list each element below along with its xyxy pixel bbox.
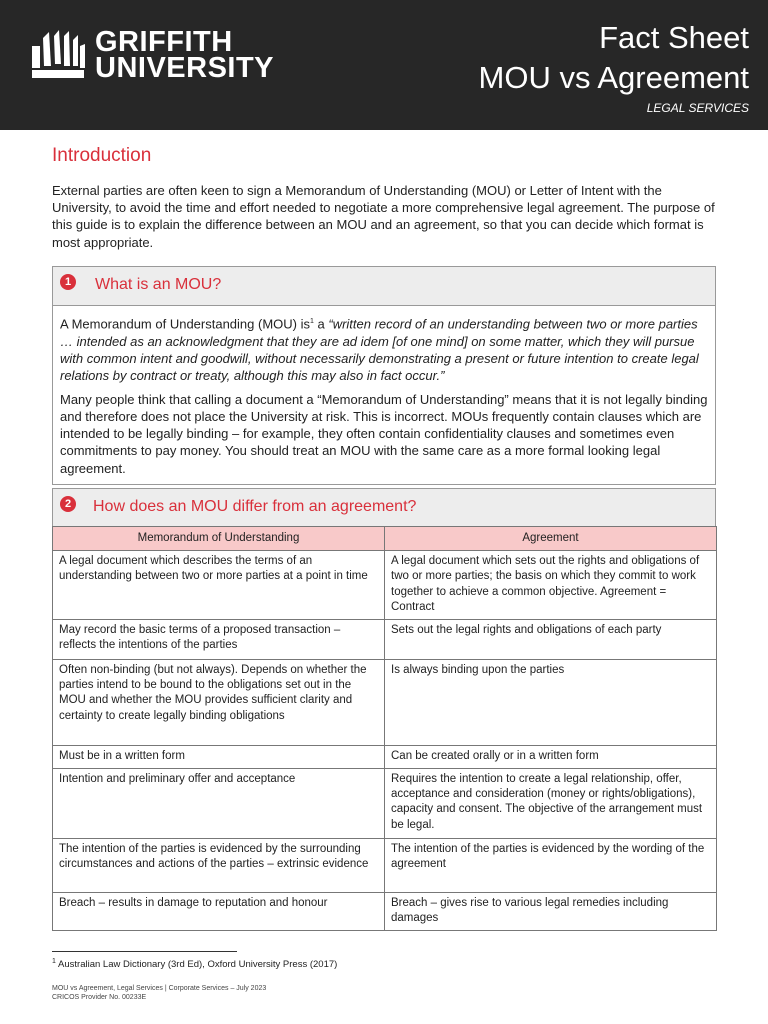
footer-cricos: CRICOS Provider No. 00233E — [52, 994, 147, 1001]
table-row — [53, 745, 717, 768]
logo-wordmark — [95, 26, 275, 84]
footnote — [52, 958, 337, 970]
table-row — [53, 838, 717, 892]
table-cell: Intention and preliminary offer and acceptance — [53, 768, 385, 838]
mou-definition-paragraph — [60, 313, 708, 385]
section-what-is-mou — [52, 266, 716, 485]
section-2-header — [52, 488, 716, 526]
definition-prefix: A Memorandum of Understanding (MOU) is — [60, 316, 310, 332]
table-cell: A legal document which sets out the rights and obligations of two or more parties; the basis on which they commit to work together to achieve a common objective. Agreement = Contract — [385, 551, 717, 620]
griffith-emblem-icon — [30, 30, 86, 80]
footnote-divider — [52, 951, 237, 952]
intro-heading: Introduction — [52, 145, 152, 166]
table-cell: Can be created orally or in a written form — [385, 745, 717, 768]
logo-line-2: UNIVERSITY — [95, 52, 275, 84]
table-header-row — [53, 527, 717, 551]
table-row — [53, 768, 717, 838]
table-cell: Breach – results in damage to reputation and honour — [53, 892, 385, 930]
column-header-agreement: Agreement — [385, 527, 717, 551]
table-cell: Sets out the legal rights and obligations of each party — [385, 619, 717, 659]
table-cell: The intention of the parties is evidenced by the wording of the agreement — [385, 838, 717, 892]
section-1-heading: What is an MOU? — [95, 276, 222, 293]
mou-risk-paragraph: Many people think that calling a document a “Memorandum of Understanding” means that it is not legally binding and therefore does not place the University at risk. This is incorrect. MOUs frequently contain clauses which are intended to be legally binding – for example, they often contain confidentiality clauses and sometimes even commitments to pay money. You should treat an MOU with the same care as a more formal looking legal agreement. — [60, 391, 708, 476]
doc-title: MOU vs Agreement — [478, 60, 749, 95]
table-cell: May record the basic terms of a proposed transaction – reflects the intentions of the parties — [53, 619, 385, 659]
table-cell: Is always binding upon the parties — [385, 659, 717, 745]
footer-doc-info: MOU vs Agreement, Legal Services | Corporate Services – July 2023 — [52, 985, 267, 992]
page-header — [0, 0, 768, 130]
footnote-text: Australian Law Dictionary (3rd Ed), Oxford University Press (2017) — [55, 959, 338, 971]
department-label: LEGAL SERVICES — [646, 101, 749, 115]
definition-mid: a — [313, 316, 329, 332]
table-row — [53, 551, 717, 620]
section-number-badge: 1 — [60, 274, 76, 290]
table-cell: A legal document which describes the terms of an understanding between two or more parties at a point in time — [53, 551, 385, 620]
griffith-logo — [30, 26, 274, 84]
footnote-mark: 1 — [309, 318, 314, 325]
table-row — [53, 659, 717, 745]
table-cell: The intention of the parties is evidenced by the surrounding circumstances and actions of the parties – extrinsic evidence — [53, 838, 385, 892]
definition-quote: “written record of an understanding between two or more parties … intended as an acknowledgment that they are ad idem [of one mind] on some matter, which they will pursue with common intent and goodwill, without necessarily demonstrating a present or future intention to create legal relations by contract or treaty, although this may also in fact occur.” — [60, 316, 699, 384]
footnote-number: 1 — [52, 958, 56, 965]
section-1-header — [53, 267, 715, 306]
table-cell: Must be in a written form — [53, 745, 385, 768]
column-header-mou: Memorandum of Understanding — [53, 527, 385, 551]
section-number-badge: 2 — [60, 496, 76, 512]
logo-line-1: GRIFFITH — [95, 26, 233, 58]
table-row — [53, 619, 717, 659]
comparison-table — [52, 526, 717, 931]
intro-paragraph: External parties are often keen to sign a Memorandum of Understanding (MOU) or Letter of Intent with the University, to avoid the time and effort needed to negotiate a more comprehensive legal agreement. The purpose of this guide is to explain the difference between an MOU and an agreement, so that you can decide which format is most appropriate. — [52, 183, 715, 250]
section-2-heading: How does an MOU differ from an agreement? — [93, 498, 417, 515]
table-row — [53, 892, 717, 930]
table-cell: Requires the intention to create a legal relationship, offer, acceptance and consideration (money or rights/obligations), capacity and consent. The objective of the arrangement must be legal. — [385, 768, 717, 838]
doc-type-title: Fact Sheet — [599, 20, 749, 55]
table-cell: Often non-binding (but not always). Depends on whether the parties intend to be bound to the obligations set out in the MOU and whether the MOU provides sufficient clarity and certainty to create legally binding obligations — [53, 659, 385, 745]
section-1-body — [53, 306, 715, 477]
table-cell: Breach – gives rise to various legal remedies including damages — [385, 892, 717, 930]
